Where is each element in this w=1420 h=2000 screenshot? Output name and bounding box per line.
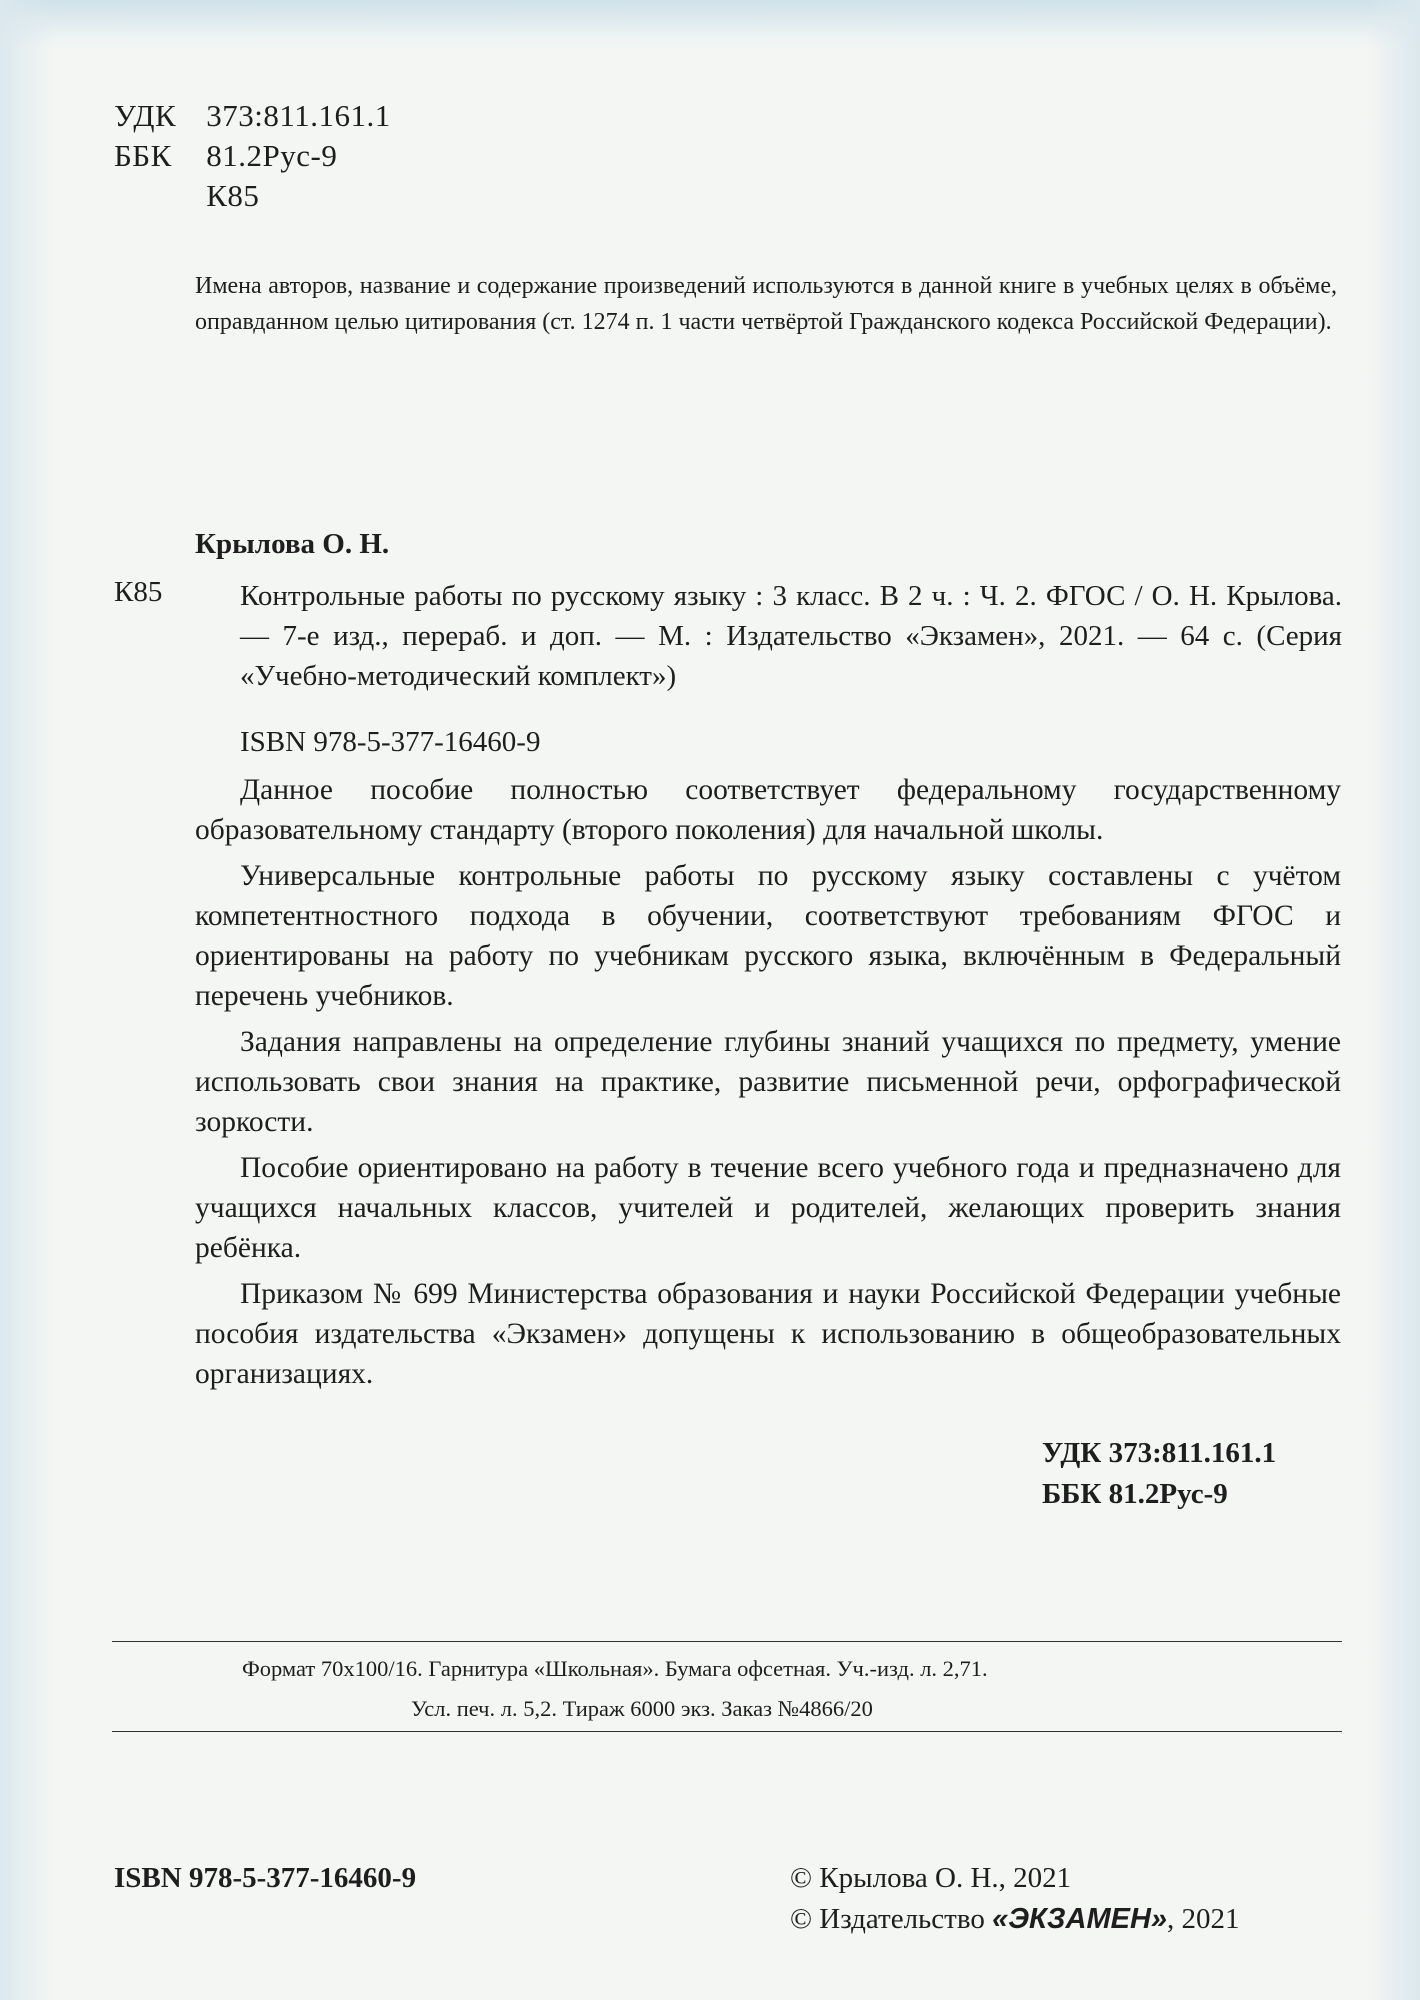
isbn-entry: ISBN 978-5-377-16460-9 bbox=[240, 726, 541, 758]
catalog-code: К85 bbox=[114, 576, 163, 608]
bbk-row bbox=[114, 136, 391, 176]
imprint-top-rule bbox=[112, 1641, 1342, 1642]
copyright-suffix: , 2021 bbox=[1167, 1903, 1240, 1935]
udk-row bbox=[114, 96, 391, 136]
udk-bold: УДК 373:811.161.1 bbox=[1042, 1437, 1277, 1469]
cover-edge-top bbox=[0, 0, 1420, 48]
copyright-author: © Крылова О. Н., 2021 bbox=[790, 1862, 1072, 1894]
udk-label: УДК bbox=[114, 98, 177, 133]
annotation-paragraph: Задания направлены на определение глубины знаний учащихся по предмету, умение использовать свои знания на практике, развитие письменной речи, орфографической зоркости. bbox=[195, 1026, 1341, 1138]
author-mark-value: К85 bbox=[206, 178, 260, 213]
author-mark-row bbox=[114, 176, 391, 216]
author-heading: Крылова О. Н. bbox=[195, 528, 390, 560]
cover-edge-right bbox=[1365, 0, 1420, 2000]
bbk-bold: ББК 81.2Рус-9 bbox=[1042, 1478, 1228, 1510]
udk-value: 373:811.161.1 bbox=[206, 98, 391, 133]
cover-edge-left bbox=[0, 0, 55, 2000]
bibliographic-entry: Контрольные работы по русскому языку : 3 класс. В 2 ч. : Ч. 2. ФГОС / О. Н. Крылова. — 7-е изд., перераб. и доп. — М. : Издательство «Экзамен», 2021. — 64 с. (Серия «Учебно-методический комплект») bbox=[240, 580, 1342, 692]
imprint-line-2: Усл. печ. л. 5,2. Тираж 6000 экз. Заказ №4866/20 bbox=[411, 1696, 873, 1721]
citation-notice: Имена авторов, название и содержание произведений используются в данной книге в учебных целях в объёме, оправданном целью цитирования (ст. 1274 п. 1 части четвёртой Гражданского кодекса Российской Федерации). bbox=[195, 273, 1337, 335]
copyright-prefix: © Издательство bbox=[790, 1903, 993, 1935]
annotation-paragraph: Приказом № 699 Министерства образования и науки Российской Федерации учебные пособия издательства «Экзамен» допущены к использованию в общеобразовательных организациях. bbox=[195, 1278, 1341, 1390]
annotation-paragraph: Пособие ориентировано на работу в течение всего учебного года и предназначено для учащихся начальных классов, учителей и родителей, желающих проверить знания ребёнка. bbox=[195, 1152, 1341, 1264]
classification-codes bbox=[114, 96, 391, 216]
bbk-label: ББК bbox=[114, 138, 172, 173]
imprint-bottom-rule bbox=[112, 1731, 1342, 1732]
footer-isbn: ISBN 978-5-377-16460-9 bbox=[114, 1862, 417, 1894]
publisher-name: «ЭКЗАМЕН» bbox=[992, 1903, 1168, 1935]
annotation bbox=[195, 770, 1341, 1400]
copyright-publisher bbox=[790, 1903, 1240, 1936]
annotation-paragraph: Универсальные контрольные работы по русскому языку составлены с учётом компетентностного подхода в обучении, соответствуют требованиям ФГОС и ориентированы на работу по учебникам русского языка, включённым в Федеральный перечень учебников. bbox=[195, 860, 1341, 1012]
annotation-paragraph: Данное пособие полностью соответствует федеральному государственному образовательному стандарту (второго поколения) для начальной школы. bbox=[195, 774, 1341, 846]
imprint-line-1: Формат 70х100/16. Гарнитура «Школьная». Бумага офсетная. Уч.-изд. л. 2,71. bbox=[242, 1656, 988, 1681]
bbk-value: 81.2Рус-9 bbox=[206, 138, 338, 173]
